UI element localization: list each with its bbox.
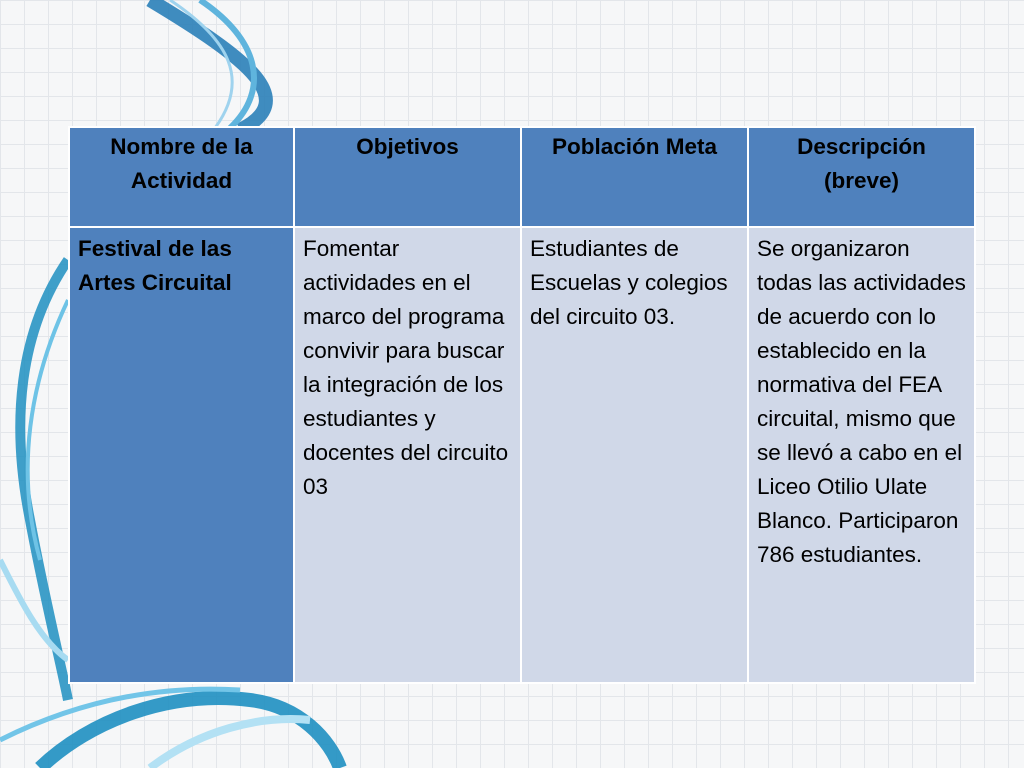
cell-descripcion: Se organizaron todas las actividades de acuerdo con lo establecido en la normativa del FEA circuital, mismo que se llevó a cabo en el Liceo Otilio Ulate Blanco. Participaron 786 estudiantes.: [748, 227, 975, 683]
cell-actividad: Festival de las Artes Circuital: [69, 227, 294, 683]
cell-objetivos: Fomentar actividades en el marco del programa convivir para buscar la integración de los estudiantes y docentes del circuito 03: [294, 227, 521, 683]
header-objetivos: Objetivos: [294, 127, 521, 227]
table-row: [69, 227, 975, 683]
header-poblacion-meta: Población Meta: [521, 127, 748, 227]
header-descripcion: Descripción (breve): [748, 127, 975, 227]
header-nombre-actividad: Nombre de la Actividad: [69, 127, 294, 227]
cell-poblacion: Estudiantes de Escuelas y colegios del circuito 03.: [521, 227, 748, 683]
activity-table: [68, 126, 976, 684]
table-header-row: [69, 127, 975, 227]
